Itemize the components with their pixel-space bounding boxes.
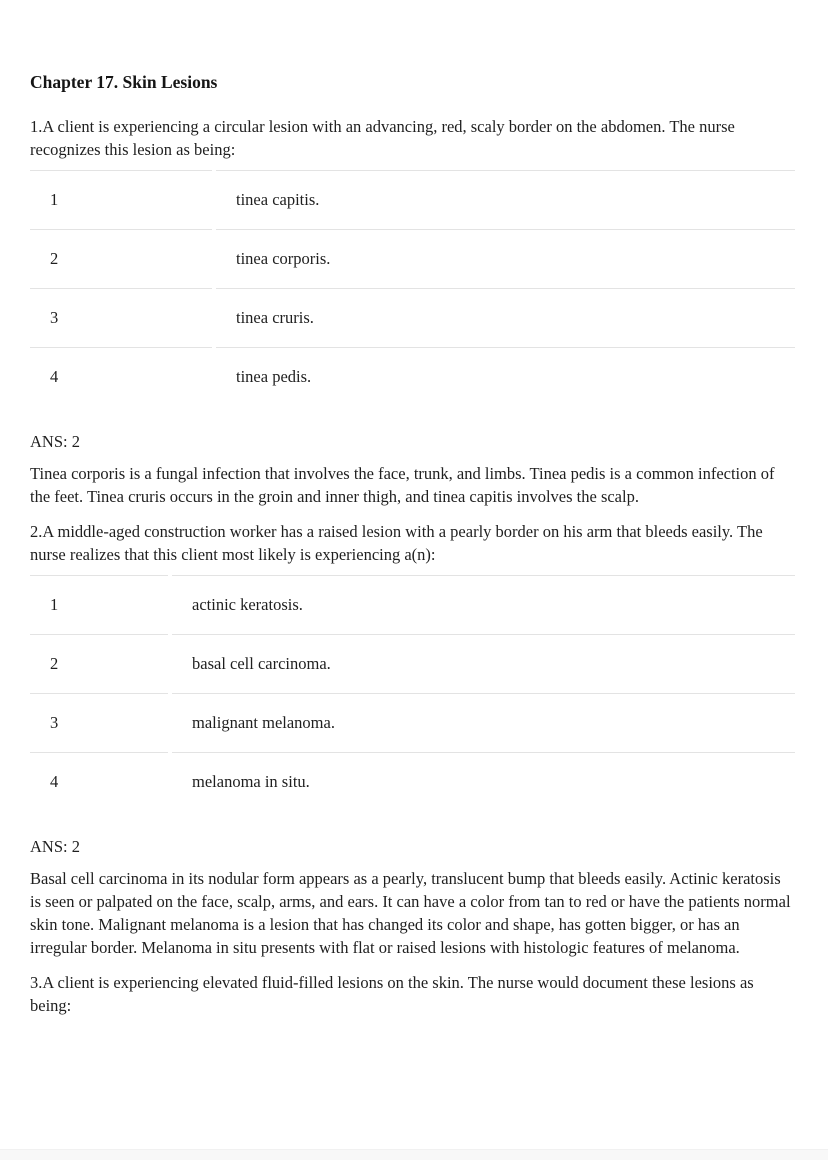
- option-number: 4: [30, 347, 212, 406]
- answer-label-2: ANS: 2: [30, 837, 80, 856]
- answer-label-1: ANS: 2: [30, 432, 80, 451]
- option-number: 3: [30, 288, 212, 347]
- question-1-options-table: [30, 170, 795, 406]
- question-3-text: 3.A client is experiencing elevated fluid-filled lesions on the skin. The nurse would document these lesions as being:: [30, 973, 754, 1015]
- option-row: [30, 752, 795, 811]
- option-row: [30, 347, 795, 406]
- option-number: 4: [30, 752, 168, 811]
- option-number: 2: [30, 634, 168, 693]
- option-row: [30, 634, 795, 693]
- option-label: melanoma in situ.: [172, 752, 795, 811]
- question-2-text: 2.A middle-aged construction worker has a raised lesion with a pearly border on his arm that bleeds easily. The nurse realizes that this client most likely is experiencing a(n):: [30, 522, 763, 564]
- option-number: 3: [30, 693, 168, 752]
- option-label: actinic keratosis.: [172, 575, 795, 634]
- option-number: 1: [30, 170, 212, 229]
- chapter-title: Chapter 17. Skin Lesions: [30, 72, 218, 92]
- rationale-2: Basal cell carcinoma in its nodular form appears as a pearly, translucent bump that bleeds easily. Actinic keratosis is seen or palpated on the face, scalp, arms, and ears. It can have a color from tan to red or have the patients normal skin tone. Malignant melanoma is a lesion that has changed its color and shape, has gotten bigger, or has an irregular border. Melanoma in situ presents with flat or raised lesions with histologic features of melanoma.: [30, 869, 791, 957]
- option-label: tinea cruris.: [216, 288, 795, 347]
- option-label: tinea corporis.: [216, 229, 795, 288]
- option-label: malignant melanoma.: [172, 693, 795, 752]
- rationale-1: Tinea corporis is a fungal infection that involves the face, trunk, and limbs. Tinea pedis is a common infection of the feet. Tinea cruris occurs in the groin and inner thigh, and tinea capitis involves the scalp.: [30, 464, 775, 506]
- option-label: tinea pedis.: [216, 347, 795, 406]
- option-row: [30, 693, 795, 752]
- option-number: 1: [30, 575, 168, 634]
- option-label: basal cell carcinoma.: [172, 634, 795, 693]
- option-label: tinea capitis.: [216, 170, 795, 229]
- option-row: [30, 288, 795, 347]
- bottom-page-band: [0, 1149, 828, 1160]
- question-1-text: 1.A client is experiencing a circular lesion with an advancing, red, scaly border on the abdomen. The nurse recognizes this lesion as being:: [30, 117, 735, 159]
- option-row: [30, 575, 795, 634]
- option-row: [30, 170, 795, 229]
- option-number: 2: [30, 229, 212, 288]
- option-row: [30, 229, 795, 288]
- question-2-options-table: [30, 575, 795, 811]
